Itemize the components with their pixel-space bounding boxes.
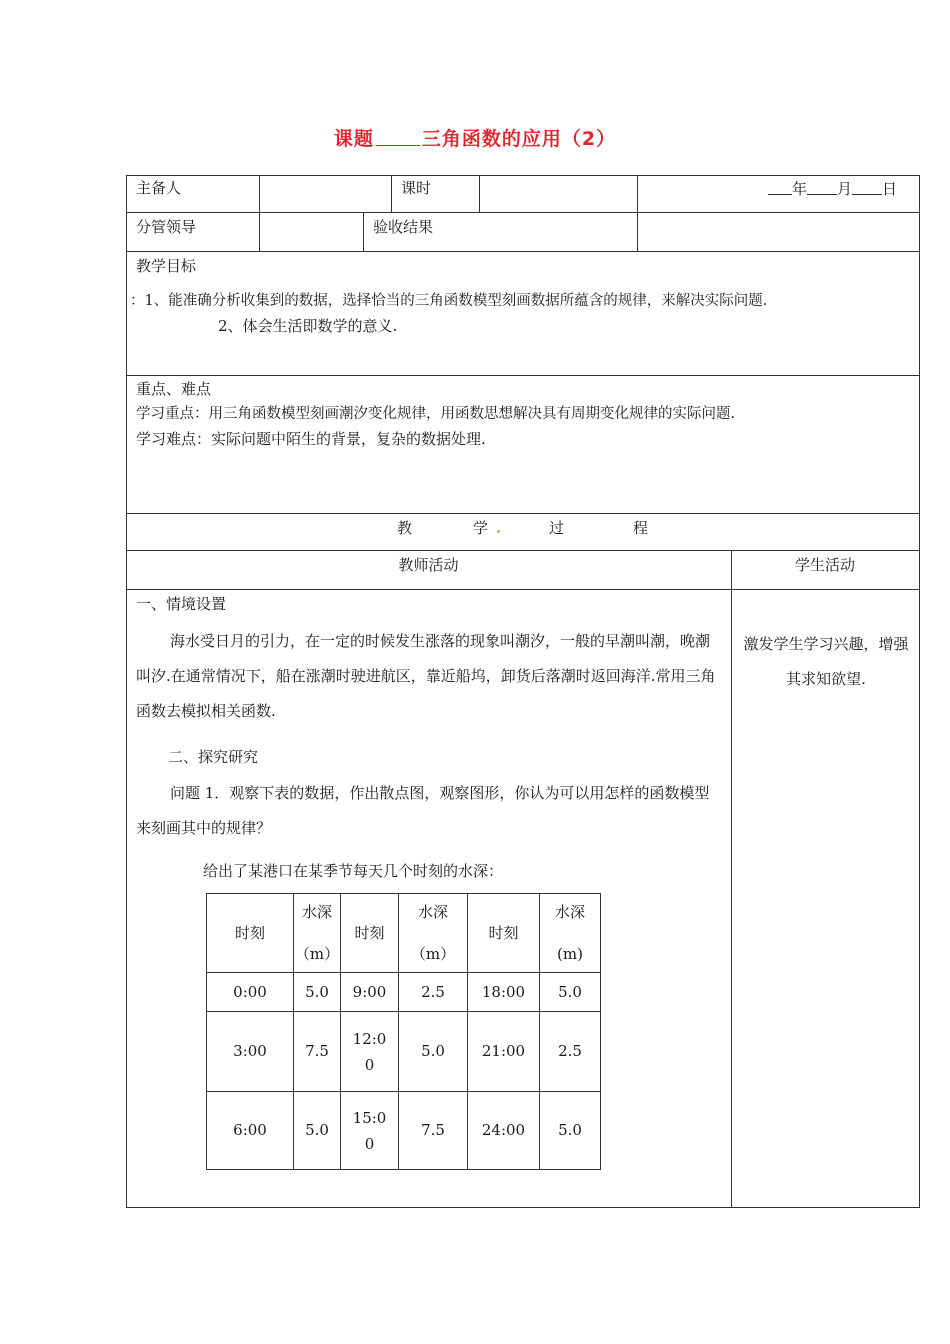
stray-dot [497,530,500,533]
scenario-paragraph: 海水受日月的引力，在一定的时候发生涨落的现象叫潮汐，一般的早潮叫潮，晚潮叫汐.在通常情况下，船在涨潮时驶进航区，靠近船坞，卸货后落潮时返回海洋.常用三角函数去模拟相关函数. [136,632,716,720]
objective-1: ：1、能准确分析收集到的数据，选择恰当的三角函数模型刻画数据所蕴含的规律，来解决实际问题. [130,293,768,309]
cell: 5.0 [399,1012,468,1092]
col-depth-2: 水深 （m） [399,894,468,973]
table-intro: 给出了某港口在某季节每天几个时刻的水深： [203,862,504,880]
col-depth-3: 水深 (m) [540,894,601,973]
date-field: 年 月 日 [768,179,897,199]
preparer-label: 主备人 [136,179,182,197]
grid-line [391,175,392,212]
tide-table [206,893,601,1170]
title-blank [376,129,420,146]
grid-line [731,550,732,1208]
problem-1: 问题 1．观察下表的数据，作出散点图，观察图形，你认为可以用怎样的函数模型来刻画其中的规律？ [136,784,710,837]
grid-line [259,175,260,251]
period-label: 课时 [401,179,432,197]
col-time-3: 时刻 [468,894,540,973]
grid-line [126,513,920,514]
cell: 7.5 [294,1012,341,1092]
process-char-4: 程 [633,519,649,537]
cell: 5.0 [294,973,341,1012]
cell: 15:00 [341,1092,399,1170]
grid-line [363,212,364,251]
grid-line [126,212,920,213]
cell: 6:00 [207,1092,294,1170]
grid-line [126,375,920,376]
section-2-heading: 二、探究研究 [168,748,259,766]
table-header-row [207,894,601,973]
section-1-heading: 一、情境设置 [136,595,227,613]
grid-line [126,175,920,176]
table-row [207,1012,601,1092]
grid-line [919,175,920,1208]
keypoints-heading: 重点、难点 [136,380,212,398]
process-char-1: 教 [397,519,413,537]
cell: 21:00 [468,1012,540,1092]
cell: 5.0 [294,1092,341,1170]
process-char-2: 学 [473,519,489,537]
grid-line [126,550,920,551]
cell: 3:00 [207,1012,294,1092]
col-time-1: 时刻 [207,894,294,973]
title-text: 三角函数的应用（2） [421,128,617,150]
title-prefix: 课题 [333,128,374,150]
grid-line [479,175,480,212]
learning-focus: 学习重点：用三角函数模型刻画潮汐变化规律，用函数思想解决具有周期变化规律的实际问题. [136,406,736,422]
grid-line [637,175,638,251]
cell: 12:00 [341,1012,399,1092]
student-activity-text: 激发学生学习兴趣，增强其求知欲望. [743,635,909,688]
grid-line [126,251,920,252]
grid-line [126,175,127,1208]
objectives-heading: 教学目标 [136,257,197,275]
cell: 7.5 [399,1092,468,1170]
page-title [0,124,950,151]
objective-2: 2、体会生活即数学的意义. [218,317,398,335]
cell: 9:00 [341,973,399,1012]
grid-line [126,589,920,590]
learning-difficulty: 学习难点：实际问题中陌生的背景，复杂的数据处理. [136,430,486,448]
cell: 5.0 [540,973,601,1012]
cell: 24:00 [468,1092,540,1170]
cell: 2.5 [399,973,468,1012]
cell: 5.0 [540,1092,601,1170]
supervisor-label: 分管领导 [136,218,197,236]
student-activity-header: 学生活动 [794,556,855,574]
cell: 2.5 [540,1012,601,1092]
cell: 0:00 [207,973,294,1012]
cell: 18:00 [468,973,540,1012]
acceptance-label: 验收结果 [373,218,434,236]
table-row [207,1092,601,1170]
table-row [207,973,601,1012]
process-char-3: 过 [549,519,565,537]
teacher-activity-header: 教师活动 [398,556,459,574]
col-depth-1: 水深 （m） [294,894,341,973]
col-time-2: 时刻 [341,894,399,973]
grid-line [126,1207,920,1208]
